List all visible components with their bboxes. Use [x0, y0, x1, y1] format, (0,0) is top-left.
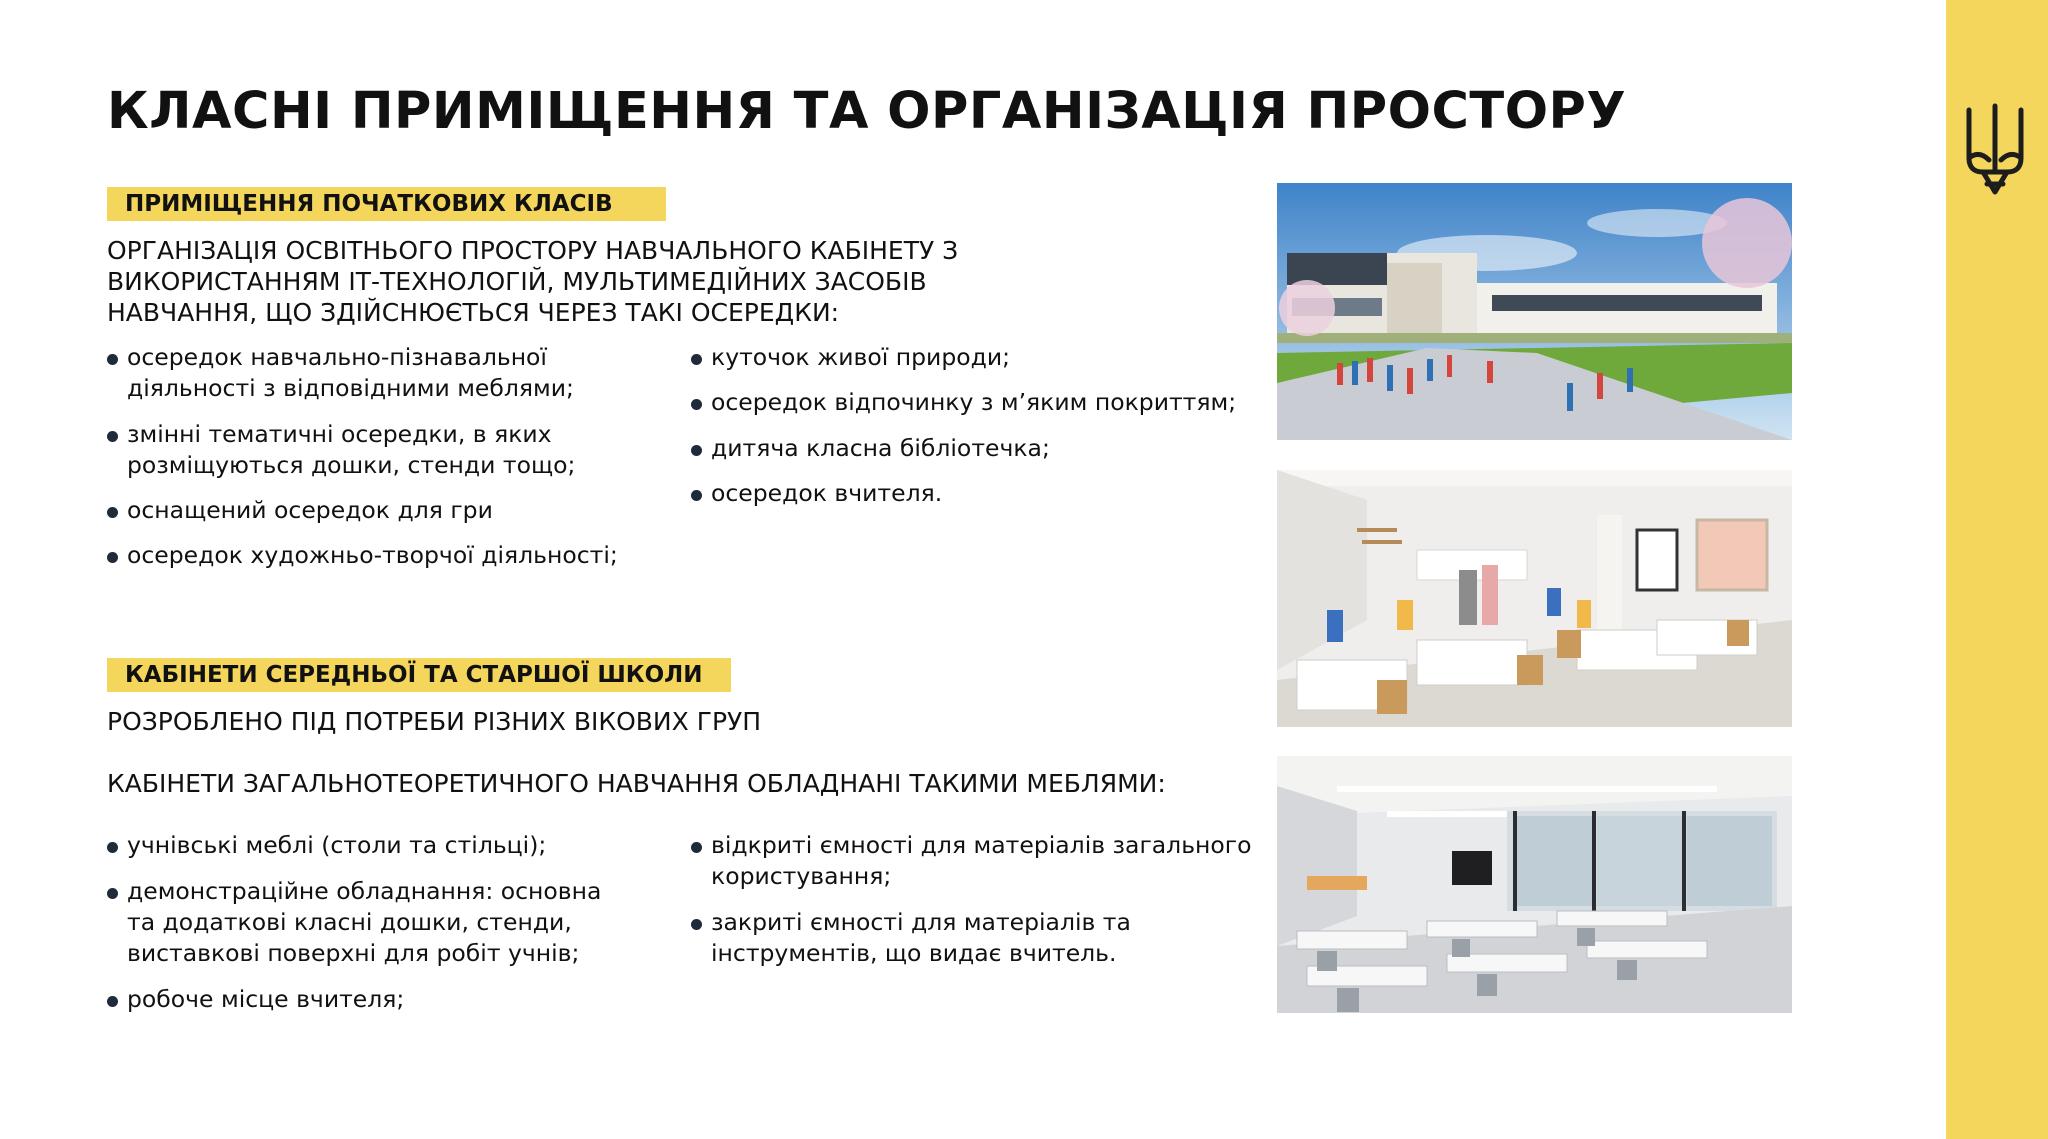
trident-emblem-icon — [1963, 100, 2027, 200]
primary-classes-tag: ПРИМІЩЕННЯ ПОЧАТКОВИХ КЛАСІВ — [107, 187, 666, 221]
list-item: куточок живої природи; — [691, 342, 1236, 387]
secondary-list-left — [107, 830, 601, 1015]
list-item: демонстраційне обладнання: основна та додаткові класні дошки, стенди, виставкові поверхні для робіт учнів; — [107, 876, 601, 984]
list-item: учнівські меблі (столи та стільці); — [107, 830, 601, 876]
primary-lead-line-3: НАВЧАННЯ, ЩО ЗДІЙСНЮЄТЬСЯ ЧЕРЕЗ ТАКІ ОСЕРЕДКИ: — [107, 298, 840, 327]
primary-classroom-photo — [1277, 470, 1792, 727]
list-item: робоче місце вчителя; — [107, 984, 601, 1015]
secondary-classes-tag: КАБІНЕТИ СЕРЕДНЬОЇ ТА СТАРШОЇ ШКОЛИ — [107, 658, 731, 692]
secondary-lead: РОЗРОБЛЕНО ПІД ПОТРЕБИ РІЗНИХ ВІКОВИХ ГРУП — [107, 707, 762, 736]
secondary-classroom-photo — [1277, 756, 1792, 1013]
primary-lead-line-1: ОРГАНІЗАЦІЯ ОСВІТНЬОГО ПРОСТОРУ НАВЧАЛЬНОГО КАБІНЕТУ З — [107, 236, 959, 265]
list-item: закриті ємності для матеріалів та інструментів, що видає вчитель. — [691, 907, 1252, 969]
list-item: осередок навчально-пізнавальної діяльності з відповідними меблями; — [107, 342, 618, 419]
list-item: змінні тематичні осередки, в яких розміщуються дошки, стенди тощо; — [107, 419, 618, 495]
secondary-sublead: КАБІНЕТИ ЗАГАЛЬНОТЕОРЕТИЧНОГО НАВЧАННЯ ОБЛАДНАНІ ТАКИМИ МЕБЛЯМИ: — [107, 769, 1166, 798]
secondary-list-right — [691, 830, 1252, 969]
list-item: осередок художньо-творчої діяльності; — [107, 540, 618, 571]
page-title: КЛАСНІ ПРИМІЩЕННЯ ТА ОРГАНІЗАЦІЯ ПРОСТОРУ — [107, 82, 1627, 141]
list-item: відкриті ємності для матеріалів загального користування; — [691, 830, 1252, 907]
list-item: осередок відпочинку з м’яким покриттям; — [691, 387, 1236, 433]
primary-lead-line-2: ВИКОРИСТАННЯМ ІТ-ТЕХНОЛОГІЙ, МУЛЬТИМЕДІЙНИХ ЗАСОБІВ — [107, 267, 927, 296]
primary-list-right — [691, 342, 1236, 509]
list-item: осередок вчителя. — [691, 478, 1236, 509]
school-exterior-photo — [1277, 183, 1792, 440]
list-item: оснащений осередок для гри — [107, 495, 618, 540]
primary-list-left — [107, 342, 618, 571]
list-item: дитяча класна бібліотечка; — [691, 433, 1236, 478]
